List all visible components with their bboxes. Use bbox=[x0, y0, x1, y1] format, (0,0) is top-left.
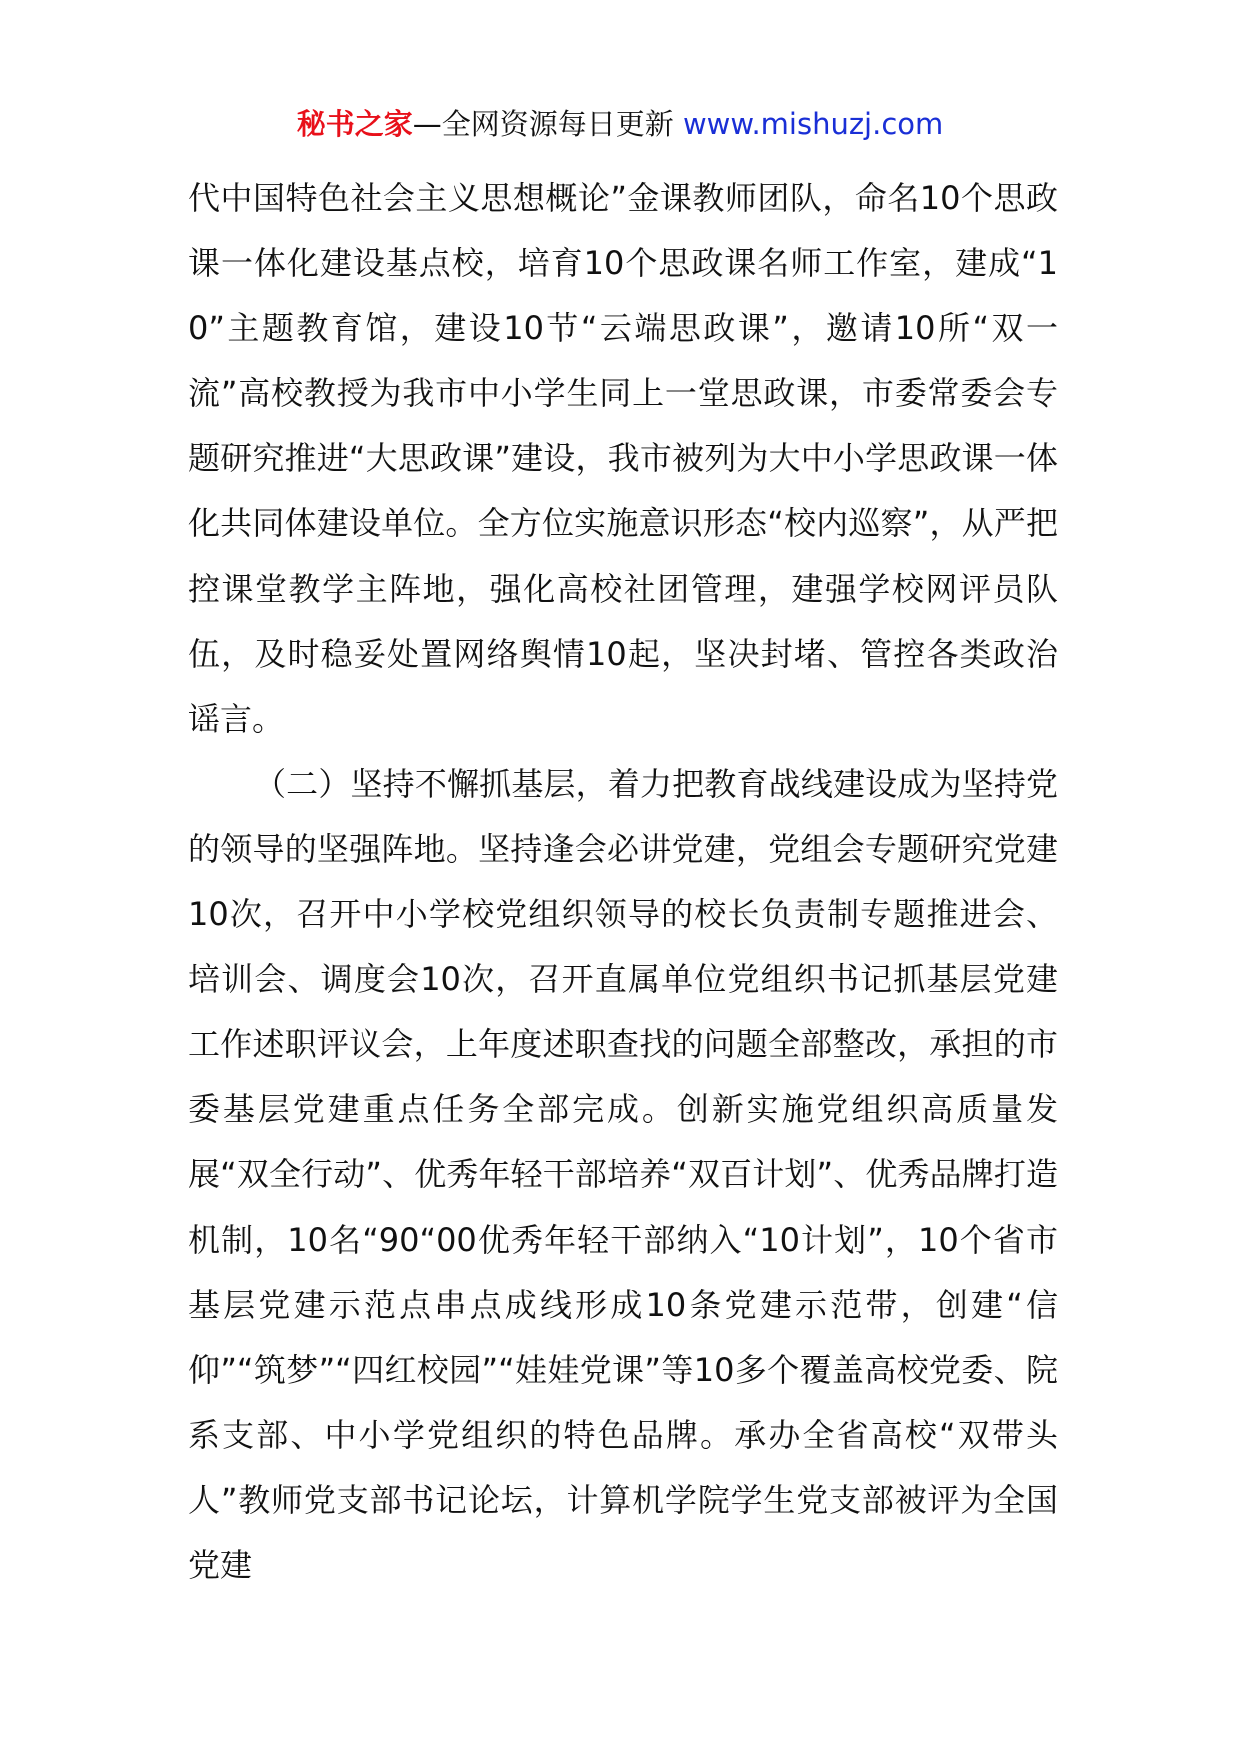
page-header bbox=[0, 104, 1240, 144]
body-paragraph: （二）坚持不懈抓基层，着力把教育战线建设成为坚持党的领导的坚强阵地。坚持逢会必讲党建，党组会专题研究党建10次，召开中小学校党组织领导的校长负责制专题推进会、培训会、调度会10次，召开直属单位党组织书记抓基层党建工作述职评议会，上年度述职查找的问题全部整改，承担的市委基层党建重点任务全部完成。创新实施党组织高质量发展“双全行动”、优秀年轻干部培养“双百计划”、优秀品牌打造机制，10名“90“00优秀年轻干部纳入“10计划”，10个省市基层党建示范点串点成线形成10条党建示范带，创建“信仰”“筑梦”“四红校园”“娃娃党课”等10多个覆盖高校党委、院系支部、中小学党组织的特色品牌。承办全省高校“双带头人”教师党支部书记论坛，计算机学院学生党支部被评为全国党建 bbox=[188, 764, 1058, 1584]
body-paragraph: 代中国特色社会主义思想概论”金课教师团队，命名10个思政课一体化建设基点校，培育10个思政课名师工作室，建成“10”主题教育馆，建设10节“云端思政课”，邀请10所“双一流”高校教授为我市中小学生同上一堂思政课，市委常委会专题研究推进“大思政课”建设，我市被列为大中小学思政课一体化共同体建设单位。全方位实施意识形态“校内巡察”，从严把控课堂教学主阵地，强化高校社团管理，建强学校网评员队伍，及时稳妥处置网络舆情10起，坚决封堵、管控各类政治谣言。 bbox=[188, 179, 1058, 738]
document-body bbox=[188, 166, 1058, 1598]
header-tagline: —全网资源每日更新 bbox=[412, 107, 674, 141]
header-brand: 秘书之家 bbox=[296, 107, 413, 141]
header-url-link[interactable]: www.mishuzj.com bbox=[682, 107, 944, 141]
